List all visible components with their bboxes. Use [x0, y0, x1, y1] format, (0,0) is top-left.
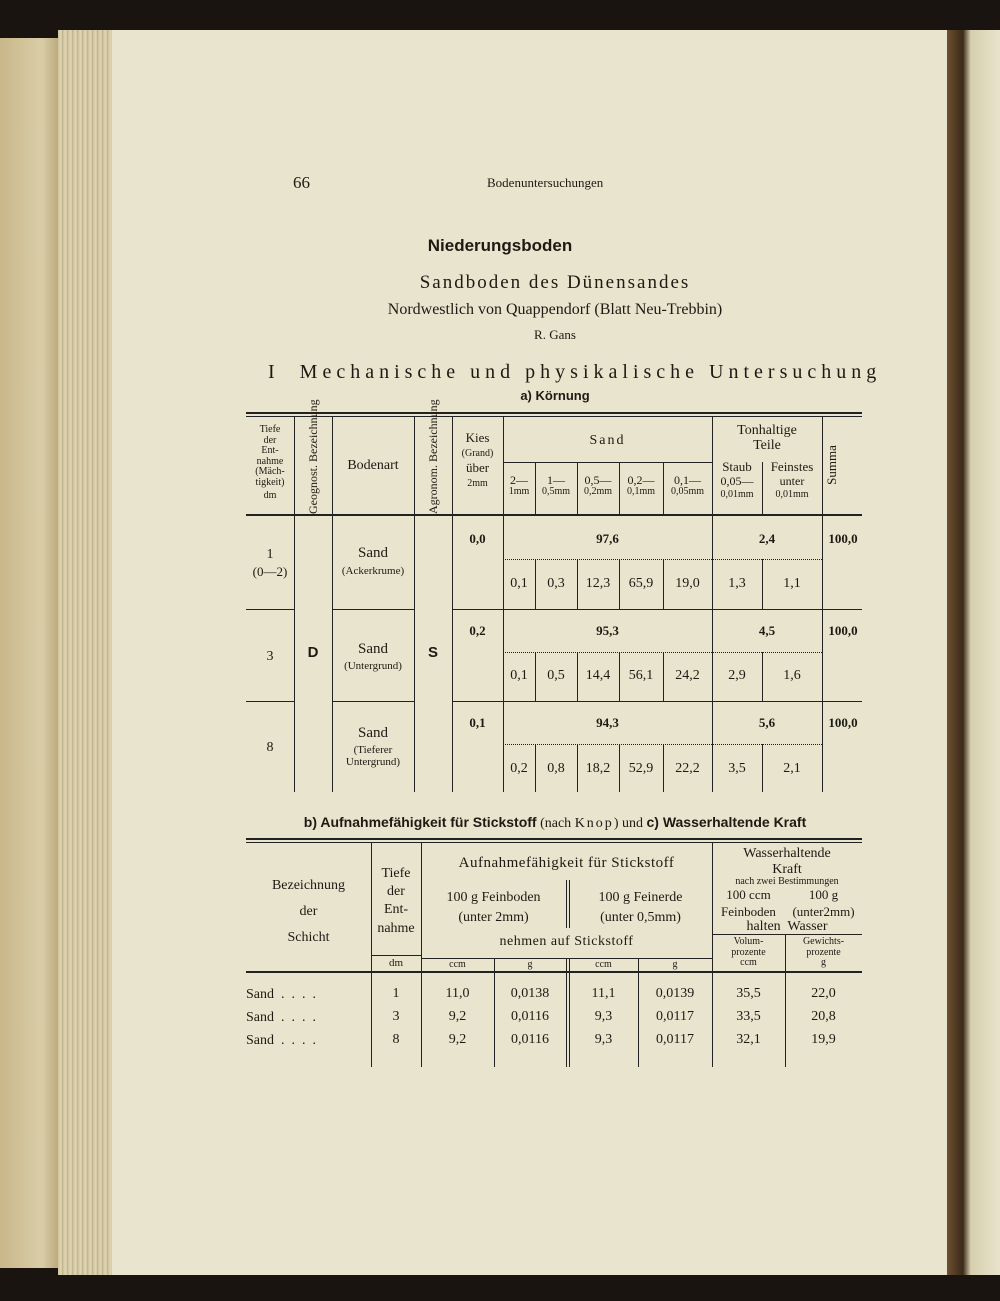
header-vol: Volum- prozente ccm [731, 936, 766, 968]
header-bezeichnung: Bezeichnung der Schicht [271, 878, 346, 945]
header-sand-col-5: 0,1— 0,05mm [670, 473, 705, 497]
header-wasser-halten: halten Wasser [746, 919, 828, 934]
section1-subheading: a) Körnung [520, 388, 590, 403]
header-feinboden: 100 g Feinboden (unter 2mm) [446, 890, 541, 925]
header-bodenart: Bodenart [347, 458, 399, 473]
header-tiefe: Tiefe der Ent- nahme (Mäch- tigkeit) dm [255, 424, 285, 501]
header-ton: Tonhaltige Teile [737, 423, 797, 453]
section1-heading: I Mechanische und physikalische Untersuchung [268, 361, 882, 383]
running-head: Bodenuntersuchungen [487, 175, 604, 190]
left-page-edge [0, 38, 60, 1268]
header-tiefe-unit: dm [388, 957, 404, 969]
header-feinstes: Feinstes unter 0,01mm [770, 459, 814, 500]
header-sand-col-3: 0,5— 0,2mm [583, 473, 613, 497]
header-sand-col-4: 0,2— 0,1mm [626, 473, 656, 497]
header-sand-col-2: 1— 0,5mm [541, 473, 571, 497]
header-tiefe2: Tiefe der Ent- nahme [377, 866, 415, 936]
header-wasser-sub: nach zwei Bestimmungen [735, 876, 839, 887]
header-aufnahme: Aufnahmefähigkeit für Stickstoff [458, 855, 675, 871]
header-kies: Kies (Grand) über 2mm [461, 430, 494, 489]
unit-ccm-2: ccm [595, 959, 612, 970]
page-number: 66 [293, 173, 310, 192]
header-wasser-100g: 100 g [808, 887, 839, 902]
geognost-value: D [307, 644, 319, 661]
page-stack-edges [58, 30, 118, 1275]
unit-g-2: g [672, 959, 678, 970]
header-sand-col-1: 2— 1mm [508, 473, 530, 497]
page-location: Nordwestlich von Quappendorf (Blatt Neu-Trebbin) [387, 301, 723, 318]
header-sand: Sand [589, 433, 626, 448]
header-wasser: Wasserhaltende Kraft [743, 846, 831, 878]
header-wasser-100ccm: 100 ccm [726, 887, 771, 902]
header-wasser-feinboden: Feinboden [721, 904, 776, 919]
header-wasser-unter: (unter2mm) [792, 904, 855, 919]
page-author: R. Gans [534, 327, 576, 342]
header-feinerde: 100 g Feinerde (unter 0,5mm) [598, 890, 683, 925]
page-subtitle: Sandboden des Dünensandes [419, 272, 691, 293]
unit-g-1: g [527, 959, 533, 970]
header-geognost: Geognost. Bezeichnung [306, 399, 320, 514]
header-staub: Staub 0,05— 0,01mm [720, 459, 754, 500]
unit-ccm-1: ccm [449, 959, 466, 970]
header-nehmen: nehmen auf Stickstoff [499, 934, 634, 949]
page-title: Niederungsboden [427, 236, 573, 255]
header-summa: Summa [824, 445, 839, 485]
book-binding [947, 30, 1000, 1275]
agronom-value: S [427, 644, 438, 661]
header-agronom: Agronom. Bezeichnung [426, 399, 440, 514]
section2-heading: b) Aufnahmefähigkeit für Stickstoff (nach Knop) und c) Wasserhaltende Kraft [303, 814, 807, 831]
header-gew: Gewichts- prozente g [802, 936, 845, 968]
